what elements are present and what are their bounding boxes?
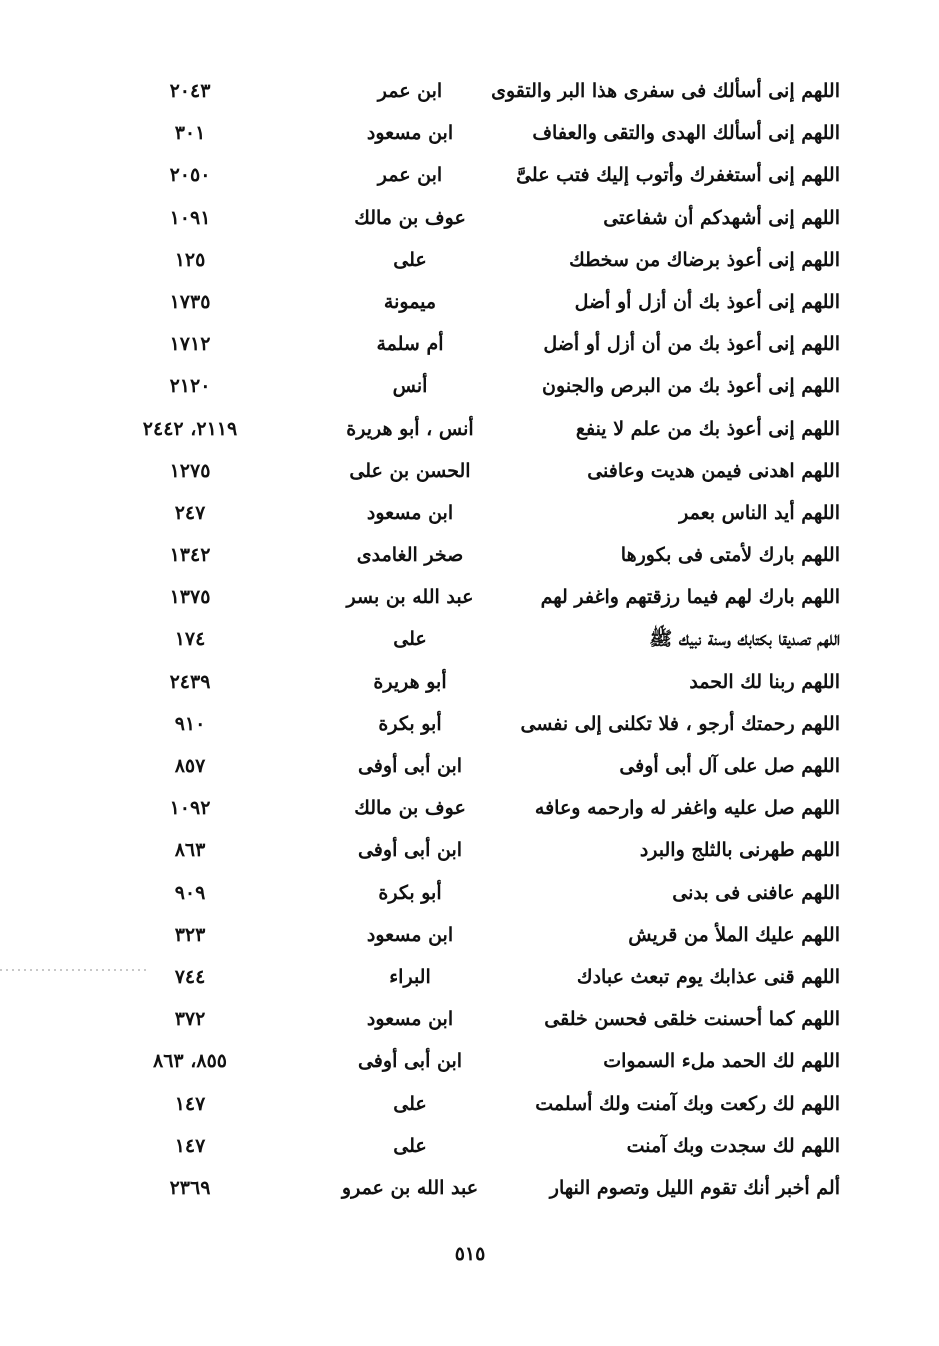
index-row: [110, 1040, 850, 1082]
hadith-text: اللهم تصديقا بكتابك وسنة نبيك ﷺ: [649, 628, 840, 651]
hadith-number: ١٣٧٥: [169, 586, 211, 609]
hadith-number: ٨٥٥، ٨٦٣: [153, 1050, 227, 1073]
hadith-number: ٨٦٣: [174, 839, 206, 862]
narrator-name: الحسن بن على: [349, 459, 471, 482]
hadith-text: اللهم إنى أسألك فى سفرى هذا البر والتقوى: [491, 80, 840, 102]
hadith-text: اللهم لك ركعت وبك آمنت ولك أسلمت: [535, 1092, 840, 1115]
hadith-text: اللهم إنى أشهدكم أن شفاعتى: [603, 206, 840, 229]
index-row: [110, 829, 850, 871]
index-row: [110, 281, 850, 323]
hadith-number: ٢٤٧: [174, 501, 206, 524]
narrator-name: ابن عمر: [377, 164, 443, 187]
index-row: [110, 154, 850, 196]
narrator-name: عوف بن مالك: [354, 206, 466, 229]
narrator-name: ابن أبى أوفى: [357, 755, 463, 777]
narrator-name: أم سلمة: [376, 333, 444, 356]
hadith-number: ١٣٤٢: [169, 544, 211, 567]
hadith-text: اللهم لك سجدت وبك آمنت: [626, 1134, 840, 1157]
hadith-number: ١٤٧: [174, 1092, 206, 1115]
hadith-number: ١٢٧٥: [169, 459, 211, 482]
narrator-name: أبو بكرة: [378, 881, 442, 904]
hadith-text: اللهم إنى أستغفرك وأتوب إليك فتب علىَّ: [516, 164, 840, 187]
hadith-text: اللهم إنى أعوذ برضاك من سخطك: [569, 248, 840, 271]
index-row: [110, 998, 850, 1040]
narrator-name: صخر الغامدى: [356, 544, 464, 567]
narrator-name: أنس ، أبو هريرة: [346, 417, 474, 440]
index-row: [110, 914, 850, 956]
hadith-number: ٨٥٧: [174, 755, 206, 777]
narrator-name: ميمونة: [383, 290, 437, 313]
index-row: [110, 661, 850, 703]
hadith-number: ١٢٥: [174, 248, 206, 271]
narrator-name: عبد الله بن عمرو: [341, 1176, 479, 1199]
index-row: [110, 70, 850, 112]
hadith-number: ٢٣٦٩: [169, 1176, 211, 1199]
narrator-name: ابن مسعود: [366, 501, 454, 524]
narrator-name: على: [393, 628, 427, 651]
hadith-number: ٣٢٣: [174, 923, 206, 946]
hadith-text: اللهم قنى عذابك يوم تبعث عبادك: [576, 965, 840, 988]
narrator-name: ابن مسعود: [366, 122, 454, 145]
index-row: [110, 408, 850, 450]
hadith-number: ١٧١٢: [169, 333, 211, 356]
hadith-text: اللهم أيد الناس بعمر: [679, 501, 840, 524]
index-row: [110, 450, 850, 492]
hadith-text: اللهم ربنا لك الحمد: [689, 670, 840, 693]
index-row: [110, 1167, 850, 1209]
hadith-text: ألم أخبر أنك تقوم الليل وتصوم النهار: [549, 1176, 840, 1199]
index-row: [110, 239, 850, 281]
hadith-number: ٢١٢٠: [169, 375, 211, 398]
narrator-name: على: [393, 1092, 427, 1115]
hadith-text: اللهم بارك لأمتى فى بكورها: [620, 544, 840, 567]
index-row: [110, 492, 850, 534]
index-row: [110, 534, 850, 576]
hadith-text: اللهم صل على آل أبى أوفى: [619, 755, 840, 777]
hadith-number: ٧٤٤: [174, 965, 206, 988]
hadith-text: اللهم عافنى فى بدنى: [672, 881, 840, 904]
narrator-name: ابن مسعود: [366, 1008, 454, 1031]
index-row: [110, 112, 850, 154]
narrator-name: عوف بن مالك: [354, 797, 466, 820]
hadith-number: ١٤٧: [174, 1134, 206, 1157]
hadith-number: ٢٠٤٣: [169, 80, 211, 102]
hadith-text: اللهم لك الحمد ملء السموات: [603, 1050, 840, 1073]
hadith-number: ١٧٤: [174, 628, 206, 651]
hadith-number: ١٠٩٢: [169, 797, 211, 820]
narrator-name: ابن مسعود: [366, 923, 454, 946]
hadith-text: اللهم بارك لهم فيما رزقتهم واغفر لهم: [540, 586, 840, 609]
hadith-text: اللهم إنى أعوذ بك أن أزل أو أضل: [574, 290, 840, 313]
index-row: [110, 872, 850, 914]
index-row: [110, 787, 850, 829]
hadith-text: اللهم إنى أعوذ بك من أن أزل أو أضل: [543, 333, 840, 356]
hadith-number: ٩١٠: [174, 712, 206, 735]
hadith-text: اللهم صل عليه واغفر له وارحمه وعافه: [534, 797, 840, 820]
hadith-number: ٣٧٢: [174, 1008, 206, 1031]
hadith-index-table: [110, 70, 850, 1209]
hadith-number: ٣٠١: [174, 122, 206, 145]
index-row: [110, 618, 850, 660]
hadith-number: ٢٤٣٩: [169, 670, 211, 693]
hadith-text: اللهم اهدنى فيمن هديت وعافنى: [587, 459, 840, 482]
index-row: [110, 703, 850, 745]
narrator-name: عبد الله بن بسر: [346, 586, 474, 609]
narrator-name: ابن أبى أوفى: [357, 839, 463, 862]
narrator-name: أنس: [392, 375, 428, 398]
narrator-name: ابن عمر: [377, 80, 443, 102]
hadith-number: ١٠٩١: [169, 206, 211, 229]
narrator-name: ابن أبى أوفى: [357, 1050, 463, 1073]
index-row: [110, 1083, 850, 1125]
index-row: [110, 1125, 850, 1167]
narrator-name: على: [393, 1134, 427, 1157]
index-row: [110, 745, 850, 787]
narrator-name: أبو بكرة: [378, 712, 442, 735]
index-row: [110, 576, 850, 618]
narrator-name: على: [393, 248, 427, 271]
hadith-number: ٢١١٩، ٢٤٤٢: [142, 417, 238, 440]
index-row: [110, 956, 850, 998]
index-row: [110, 365, 850, 407]
hadith-text: اللهم رحمتك أرجو ، فلا تكلنى إلى نفسى: [520, 712, 840, 735]
narrator-name: أبو هريرة: [373, 670, 447, 693]
hadith-number: ١٧٣٥: [169, 290, 211, 313]
index-row: [110, 323, 850, 365]
hadith-text: اللهم عليك الملأ من قريش: [628, 923, 840, 946]
hadith-number: ٢٠٥٠: [169, 164, 211, 187]
hadith-text: اللهم كما أحسنت خلقى فحسن خلقى: [544, 1008, 840, 1031]
hadith-text: اللهم إنى أسألك الهدى والتقى والعفاف: [532, 122, 840, 145]
index-row: [110, 197, 850, 239]
narrator-name: البراء: [389, 965, 431, 988]
hadith-text: اللهم إنى أعوذ بك من البرص والجنون: [542, 375, 840, 398]
page-number: ٥١٥: [454, 1243, 486, 1265]
hadith-number: ٩٠٩: [174, 881, 206, 904]
hadith-text: اللهم طهرنى بالثلج والبرد: [639, 839, 840, 862]
hadith-text: اللهم إنى أعوذ بك من علم لا ينفع: [575, 417, 840, 440]
